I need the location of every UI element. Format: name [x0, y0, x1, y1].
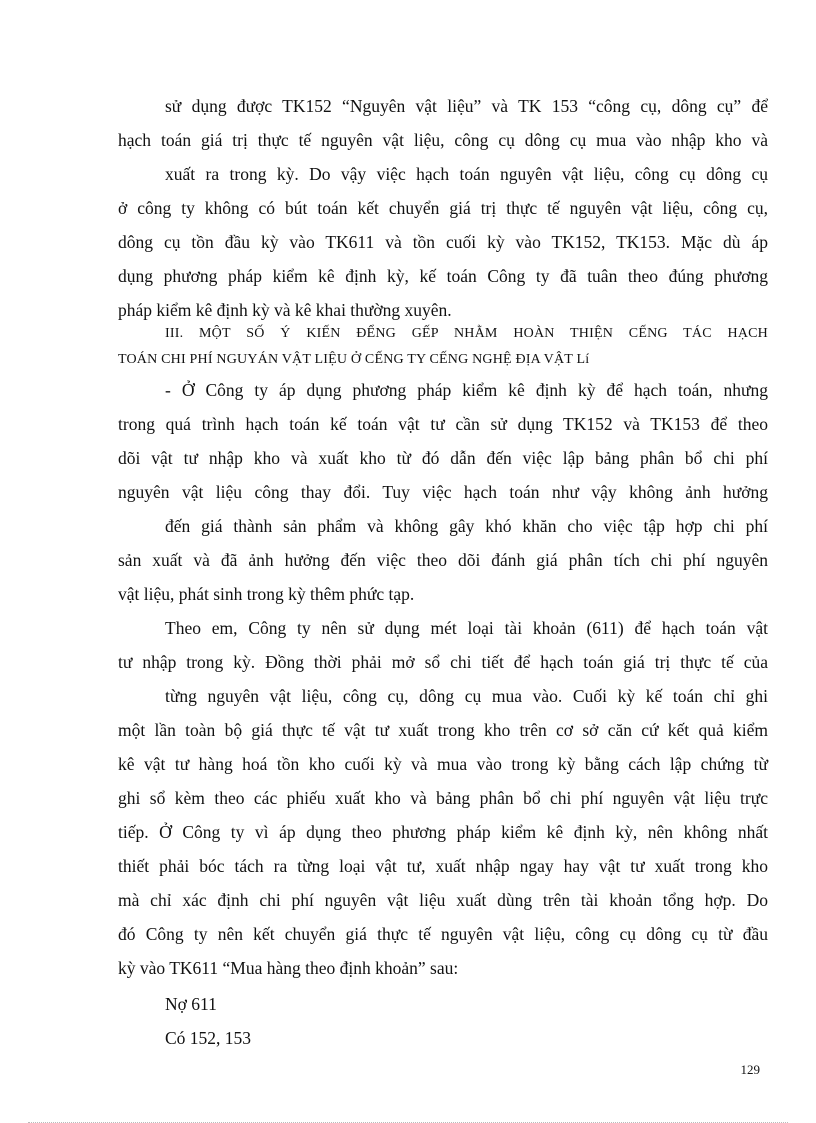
text-line: từng nguyên vật liệu, công cụ, dông cụ mua vào. Cuối kỳ kế toán chỉ ghi [165, 686, 768, 706]
text-line: thiết phải bóc tách ra từng loại vật tư, xuất nhập ngay hay vật tư xuất trong kho [118, 856, 768, 876]
text-line: xuất ra trong kỳ. Do vậy việc hạch toán nguyên vật liệu, công cụ dông cụ [165, 164, 768, 184]
text-line: đó Công ty nên kết chuyển giá thực tế nguyên vật liệu, công cụ dông cụ từ đầu [118, 924, 768, 944]
text-line: ở công ty không có bút toán kết chuyển giá trị thực tế nguyên vật liệu, công cụ, [118, 198, 768, 218]
text-line: sử dụng được TK152 “Nguyên vật liệu” và TK 153 “công cụ, dông cụ” để [165, 96, 768, 116]
text-line: nguyên vật liệu công thay đổi. Tuy việc hạch toán như vậy không ảnh hưởng [118, 482, 768, 502]
text-line: đến giá thành sản phẩm và không gây khó khăn cho việc tập hợp chi phí [165, 516, 768, 536]
text-line: kỳ vào TK611 “Mua hàng theo định khoản” sau: [118, 958, 459, 978]
text-line: sản xuất và đã ảnh hưởng đến việc theo dõi đánh giá phân tích chi phí nguyên [118, 550, 768, 570]
text-line: dụng phương pháp kiểm kê định kỳ, kế toán Công ty đã tuân theo đúng phương [118, 266, 768, 286]
text-line: một lần toàn bộ giá thực tế vật tư xuất trong kho trên cơ sở căn cứ kết quả kiểm [118, 720, 768, 740]
text-line: tiếp. Ở Công ty vì áp dụng theo phương pháp kiểm kê định kỳ, nên không nhất [118, 822, 768, 842]
text-line: hạch toán giá trị thực tế nguyên vật liệu, công cụ dông cụ mua vào nhập kho và [118, 130, 768, 150]
text-line: Theo em, Công ty nên sử dụng mét loại tài khoản (611) để hạch toán vật [165, 618, 768, 638]
journal-entry-credit: Có 152, 153 [165, 1028, 252, 1048]
text-line: tư nhập trong kỳ. Đồng thời phải mở sổ chi tiết để hạch toán giá trị thực tế của [118, 652, 768, 672]
text-line: - Ở Công ty áp dụng phương pháp kiểm kê định kỳ để hạch toán, nhưng [165, 380, 768, 400]
text-line: pháp kiểm kê định kỳ và kê khai thường xuyên. [118, 300, 452, 320]
text-line: trong quá trình hạch toán kế toán vật tư cần sử dụng TK152 và TK153 để theo [118, 414, 768, 434]
text-line: dông cụ tồn đầu kỳ vào TK611 và tồn cuối kỳ vào TK152, TK153. Mặc dù áp [118, 232, 768, 252]
text-line: vật liệu, phát sinh trong kỳ thêm phức tạp. [118, 584, 415, 604]
text-line: dõi vật tư nhập kho và xuất kho từ đó dẫn đến việc lập bảng phân bổ chi phí [118, 448, 768, 468]
journal-entry-debit: Nợ 611 [165, 994, 217, 1014]
text-line: mà chỉ xác định chi phí nguyên vật liệu xuất dùng trên tài khoản tổng hợp. Do [118, 890, 768, 910]
page-number: 129 [740, 1062, 760, 1077]
section-heading: TOÁN CHI PHÍ NGUYÁN VẬT LIỆU Ở CẾNG TY CẾNG NGHỆ ĐỊA VẬT Lí [118, 352, 590, 367]
section-heading: III. MỘT SỐ Ý KIẾN ĐỂNG GẾP NHẰM HOÀN THIỆN CẾNG TÁC HẠCH [165, 326, 768, 341]
text-line: ghi sổ kèm theo các phiếu xuất kho và bảng phân bổ chi phí nguyên vật liệu trực [118, 788, 768, 808]
text-line: kê vật tư hàng hoá tồn kho cuối kỳ và mua vào trong kỳ bằng cách lập chứng từ [118, 754, 768, 774]
